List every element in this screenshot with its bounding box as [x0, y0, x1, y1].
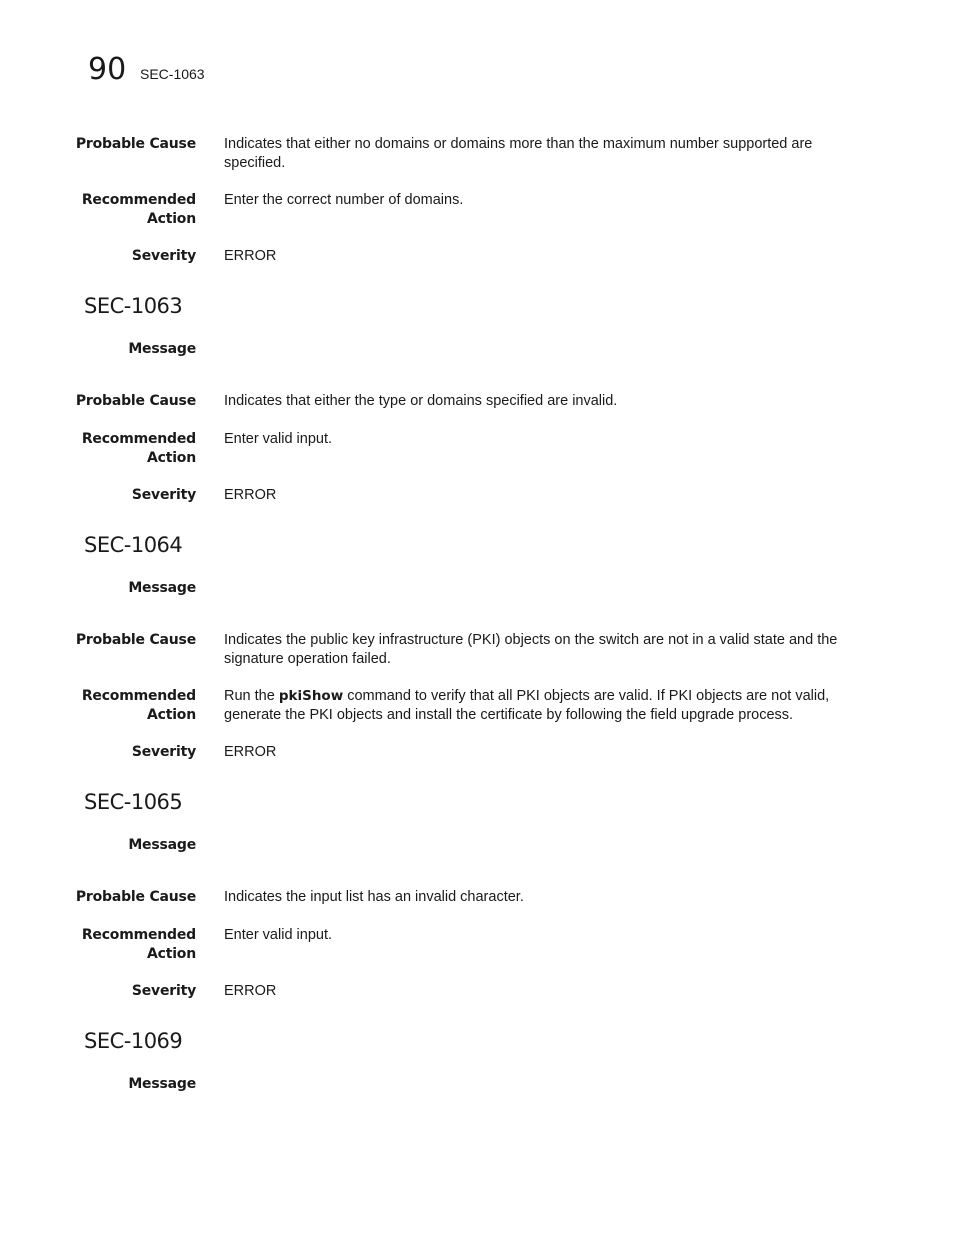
recommended-label-line2: Action — [146, 450, 196, 466]
severity-label: Severity — [131, 248, 196, 264]
recommended-action-text: Enter valid input. — [224, 927, 333, 943]
message-label: Message — [128, 580, 196, 596]
section-heading-sec-1069: SEC-1069 — [84, 1029, 183, 1053]
recommended-label-line1: Recommended — [81, 688, 196, 704]
severity-label: Severity — [131, 487, 196, 503]
severity-value: ERROR — [224, 487, 277, 503]
recommended-action-text-post: command to verify that all PKI objects are valid. If PKI objects are not valid, generate the PKI objects and install the certificate by following the field upgrade process. — [224, 688, 830, 723]
probable-cause-label: Probable Cause — [75, 632, 196, 648]
probable-cause-text: Indicates the public key infrastructure (PKI) objects on the switch are not in a valid state and the signature operation failed. — [224, 632, 838, 667]
severity-label: Severity — [131, 983, 196, 999]
message-label: Message — [128, 837, 196, 853]
recommended-action-text-pre: Run the — [224, 688, 279, 704]
recommended-action-label — [66, 191, 196, 229]
probable-cause-label: Probable Cause — [75, 889, 196, 905]
severity-label: Severity — [131, 744, 196, 760]
probable-cause-text: Indicates the input list has an invalid character. — [224, 889, 524, 905]
recommended-action-label — [66, 687, 196, 725]
recommended-action-text — [224, 687, 864, 725]
recommended-label-line2: Action — [146, 707, 196, 723]
recommended-label-line2: Action — [146, 211, 196, 227]
probable-cause-text: Indicates that either no domains or domains more than the maximum number supported are specified. — [224, 136, 813, 171]
section-heading-sec-1063: SEC-1063 — [84, 294, 183, 318]
section-heading-sec-1065: SEC-1065 — [84, 790, 183, 814]
message-label: Message — [128, 341, 196, 357]
recommended-action-text: Enter the correct number of domains. — [224, 192, 464, 208]
recommended-label-line1: Recommended — [81, 431, 196, 447]
recommended-action-label — [66, 430, 196, 468]
recommended-label-line2: Action — [146, 946, 196, 962]
running-header-title: SEC-1063 — [140, 66, 205, 82]
severity-value: ERROR — [224, 744, 277, 760]
probable-cause-text: Indicates that either the type or domains specified are invalid. — [224, 393, 618, 409]
section-heading-sec-1064: SEC-1064 — [84, 533, 183, 557]
message-label: Message — [128, 1076, 196, 1092]
recommended-action-label — [66, 926, 196, 964]
severity-value: ERROR — [224, 983, 277, 999]
recommended-label-line1: Recommended — [81, 927, 196, 943]
command-name: pkiShow — [278, 688, 344, 704]
recommended-label-line1: Recommended — [81, 192, 196, 208]
page-number: 90 — [88, 52, 127, 87]
probable-cause-label: Probable Cause — [75, 393, 196, 409]
recommended-action-text: Enter valid input. — [224, 431, 333, 447]
severity-value: ERROR — [224, 248, 277, 264]
probable-cause-label: Probable Cause — [75, 136, 196, 152]
